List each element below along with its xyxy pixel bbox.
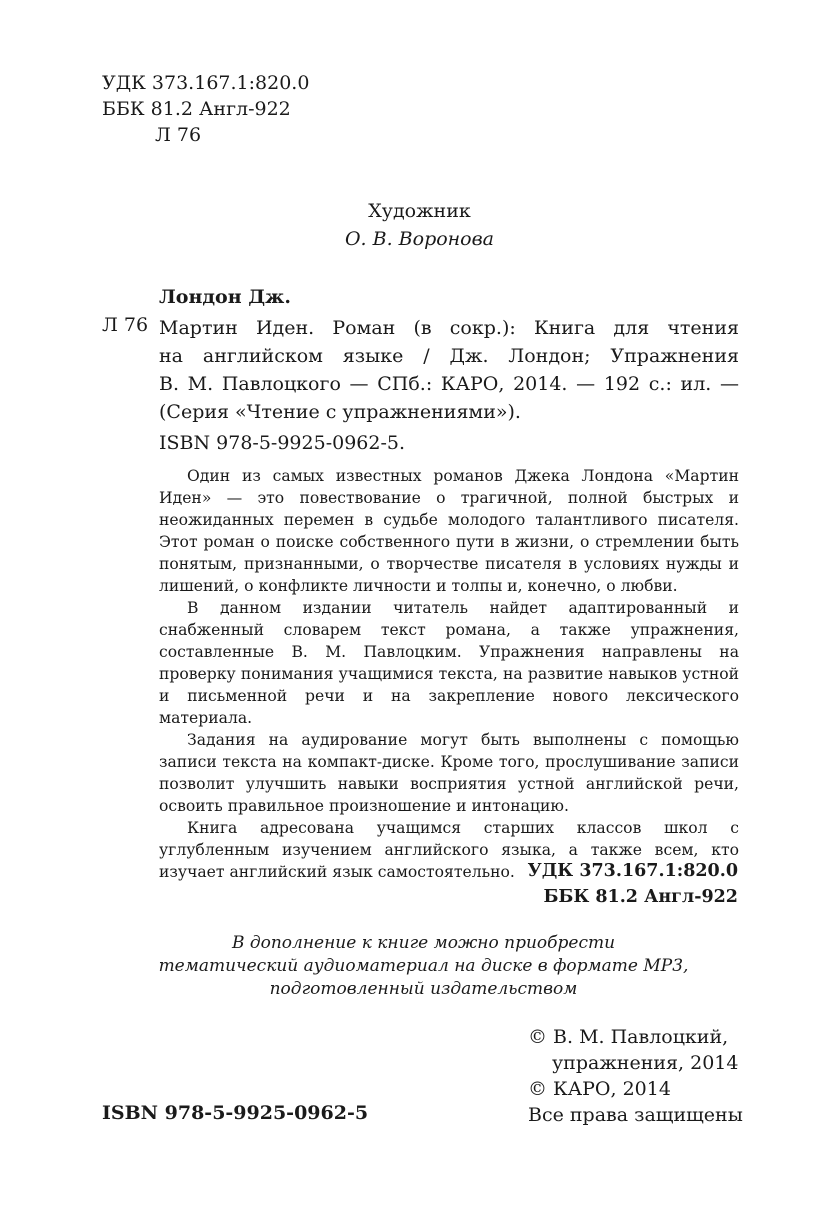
description-line: В. М. Павлоцкого — СПб.: КАРО, 2014. — 192 с.: ил. — (159, 373, 739, 395)
copyright-author: © В. М. Павлоцкий, (528, 1026, 729, 1048)
author-heading: Лондон Дж. (159, 286, 291, 308)
annotation-paragraph: Один из самых известных романов Джека Лондона «Мартин Иден» — это повествование о трагичной, полной быстрых и неожиданных перемен в судьбе молодого талантливого писателя. Этот роман о поиске собственного пути в жизни, о стремлении быть понятым, признанными, о творчестве писателя в условиях нужды и лишений, о конфликте личности и толпы и, конечно, о любви. (159, 467, 739, 595)
udk-code-bottom: УДК 373.167.1:820.0 (527, 861, 738, 881)
bbk-code-bottom: ББК 81.2 Англ-922 (543, 887, 738, 907)
description-line: Мартин Иден. Роман (в сокр.): Книга для чтения (159, 317, 739, 339)
udk-code: УДК 373.167.1:820.0 (102, 72, 310, 94)
classification-block (102, 70, 309, 148)
annotation-paragraph: В данном издании читатель найдет адаптированный и снабженный словарем текст романа, а также упражнения, составленные В. М. Павлоцким. Упражнения направлены на проверку понимания учащимися текста, на развитие навыков устной и письменной речи и на закрепление нового лексического материала. (159, 599, 739, 727)
author-sign: Л 76 (155, 124, 202, 146)
bbk-code: ББК 81.2 Англ-922 (102, 98, 291, 120)
classification-bottom (528, 858, 738, 910)
bibliographic-description (159, 314, 739, 426)
supplement-line: подготовленный издательством (269, 979, 578, 999)
supplement-line: В дополнение к книге можно приобрести (231, 933, 616, 953)
record-author-sign: Л 76 (102, 314, 149, 336)
supplement-line: тематический аудиоматериал на диске в формате MP3, (158, 956, 689, 976)
artist-role: Художник (368, 200, 471, 222)
annotation-paragraph: Книга адресована учащимся старших классов школ с углубленным изучением английского языка, а также всем, кто изучает английский язык самостоятельно. (159, 819, 739, 881)
artist-name: О. В. Воронова (344, 228, 495, 250)
copyright-publisher: © КАРО, 2014 (528, 1078, 671, 1100)
isbn-bottom: ISBN 978-5-9925-0962-5 (102, 1102, 369, 1124)
copyright-block (528, 1024, 743, 1128)
description-line: (Серия «Чтение с упражнениями»). (159, 401, 521, 423)
supplement-note (0, 932, 827, 1001)
annotation (159, 465, 739, 883)
description-line: на английском языке / Дж. Лондон; Упражнения (159, 345, 739, 367)
rights-reserved: Все права защищены (528, 1104, 743, 1126)
copyright-author-detail: упражнения, 2014 (552, 1052, 739, 1074)
isbn-record: ISBN 978-5-9925-0962-5. (159, 432, 406, 454)
annotation-paragraph: Задания на аудирование могут быть выполнены с помощью записи текста на компакт-диске. Кроме того, прослушивание записи позволит улучшить навыки восприятия устной английской речи, освоить правильное произношение и интонацию. (159, 731, 739, 815)
